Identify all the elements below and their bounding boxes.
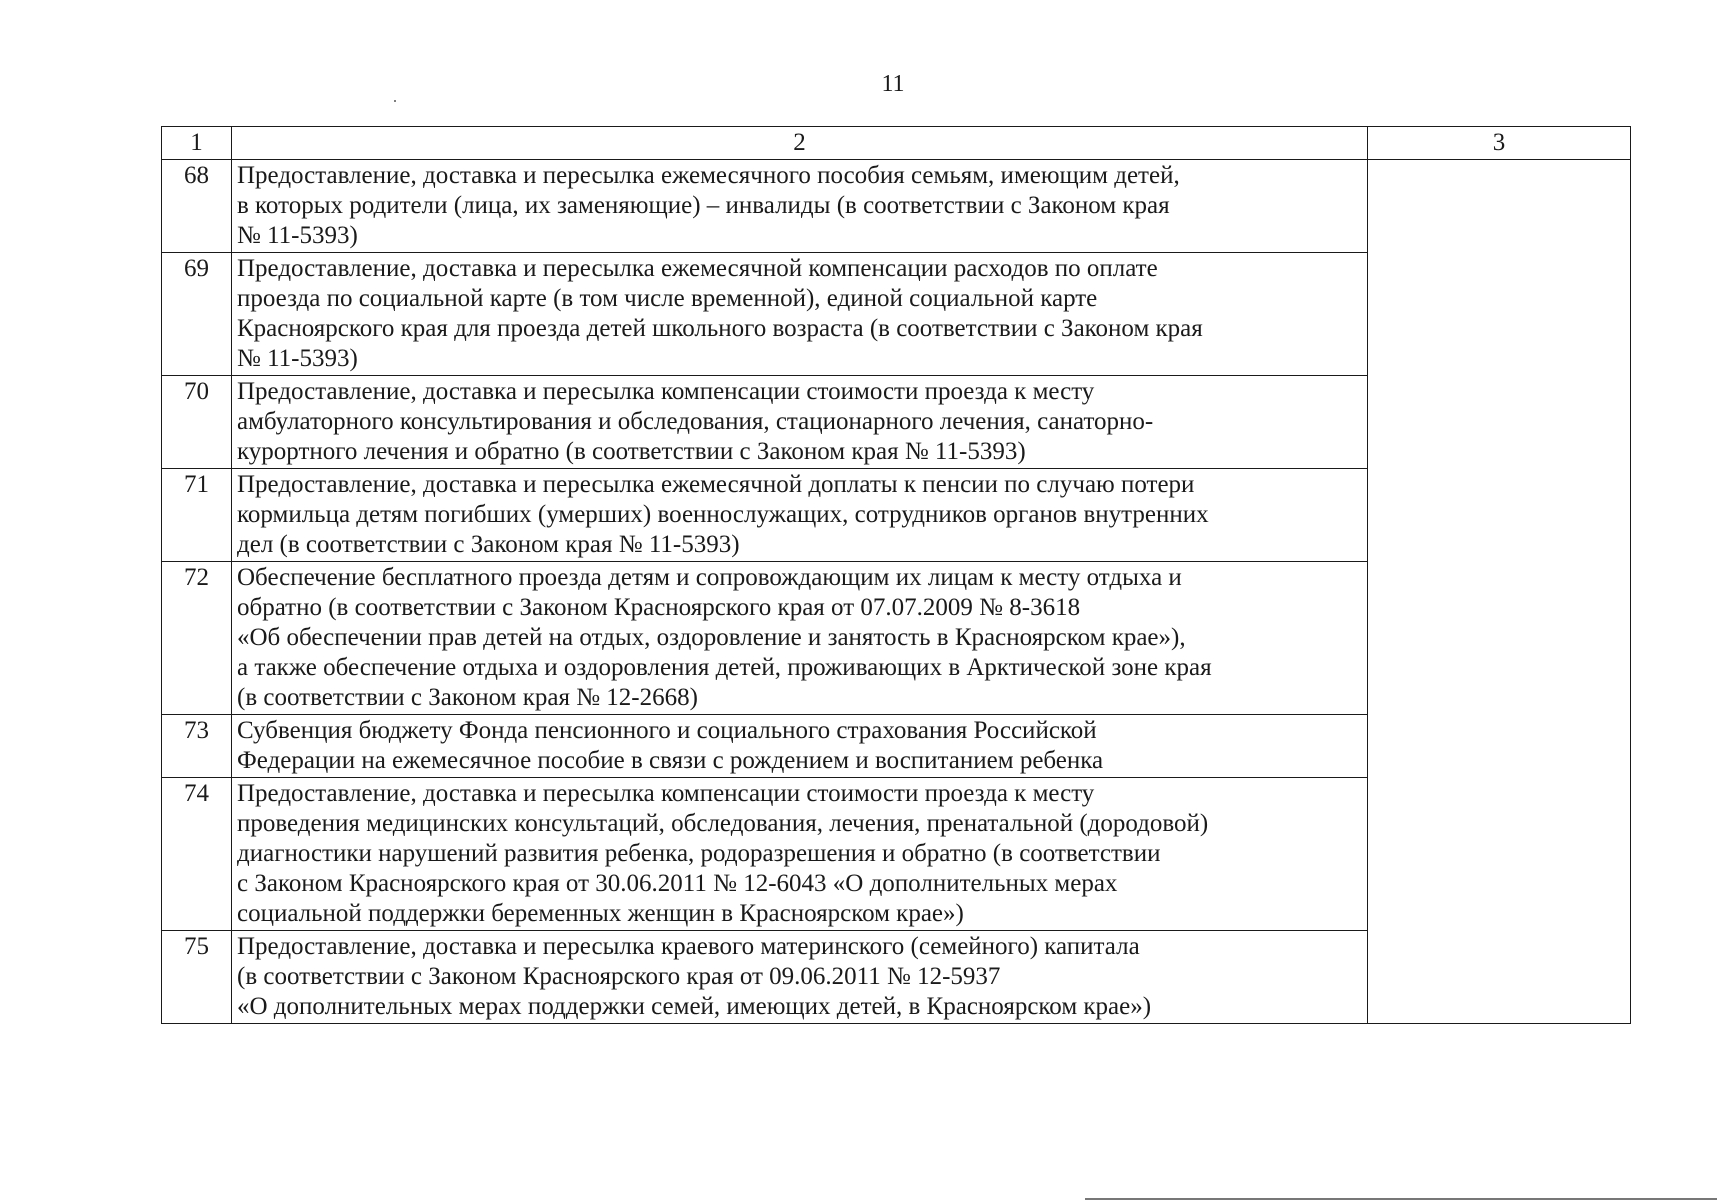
row-number: 72 bbox=[162, 562, 232, 715]
budget-table bbox=[161, 126, 1631, 1024]
header-col-1: 1 bbox=[162, 127, 232, 160]
row-description: Предоставление, доставка и пересылка ежемесячной компенсации расходов по оплате проезда по социальной карте (в том числе временной), единой социальной карте Красноярского края для проезда детей школьного возраста (в соответствии с Законом края № 11-5393) bbox=[232, 253, 1368, 376]
row-number: 68 bbox=[162, 160, 232, 253]
header-col-2: 2 bbox=[232, 127, 1368, 160]
row-number: 70 bbox=[162, 376, 232, 469]
row-number: 74 bbox=[162, 778, 232, 931]
table-row bbox=[162, 160, 1631, 253]
column-3-empty-cell bbox=[1368, 160, 1631, 1024]
row-description: Предоставление, доставка и пересылка ежемесячной доплаты к пенсии по случаю потери кормильца детям погибших (умерших) военнослужащих, сотрудников органов внутренних дел (в соответствии с Законом края № 11-5393) bbox=[232, 469, 1368, 562]
table-header-row bbox=[162, 127, 1631, 160]
row-description: Обеспечение бесплатного проезда детям и сопровождающим их лицам к месту отдыха и обратно (в соответствии с Законом Красноярского края от 07.07.2009 № 8-3618 «Об обеспечении прав детей на отдых, оздоровление и занятость в Красноярском крае»), а также обеспечение отдыха и оздоровления детей, проживающих в Арктической зоне края (в соответствии с Законом края № 12-2668) bbox=[232, 562, 1368, 715]
row-description: Предоставление, доставка и пересылка ежемесячного пособия семьям, имеющим детей, в которых родители (лица, их заменяющие) – инвалиды (в соответствии с Законом края № 11-5393) bbox=[232, 160, 1368, 253]
header-col-3: 3 bbox=[1368, 127, 1631, 160]
page-number: 11 bbox=[881, 71, 905, 97]
row-description: Предоставление, доставка и пересылка краевого материнского (семейного) капитала (в соответствии с Законом Красноярского края от 09.06.2011 № 12-5937 «О дополнительных мерах поддержки семей, имеющих детей, в Красноярском крае») bbox=[232, 931, 1368, 1024]
row-description: Предоставление, доставка и пересылка компенсации стоимости проезда к месту амбулаторного консультирования и обследования, стационарного лечения, санаторно- курортного лечения и обратно (в соответствии с Законом края № 11-5393) bbox=[232, 376, 1368, 469]
row-description: Субвенция бюджету Фонда пенсионного и социального страхования Российской Федерации на ежемесячное пособие в связи с рождением и воспитанием ребенка bbox=[232, 715, 1368, 778]
row-number: 73 bbox=[162, 715, 232, 778]
row-number: 69 bbox=[162, 253, 232, 376]
row-description: Предоставление, доставка и пересылка компенсации стоимости проезда к месту проведения медицинских консультаций, обследования, лечения, пренатальной (дородовой) диагностики нарушений развития ребенка, родоразрешения и обратно (в соответствии с Законом Красноярского края от 30.06.2011 № 12-6043 «О дополнительных мерах социальной поддержки беременных женщин в Красноярском крае») bbox=[232, 778, 1368, 931]
row-number: 75 bbox=[162, 931, 232, 1024]
row-number: 71 bbox=[162, 469, 232, 562]
scan-artifact-dot bbox=[394, 100, 396, 102]
